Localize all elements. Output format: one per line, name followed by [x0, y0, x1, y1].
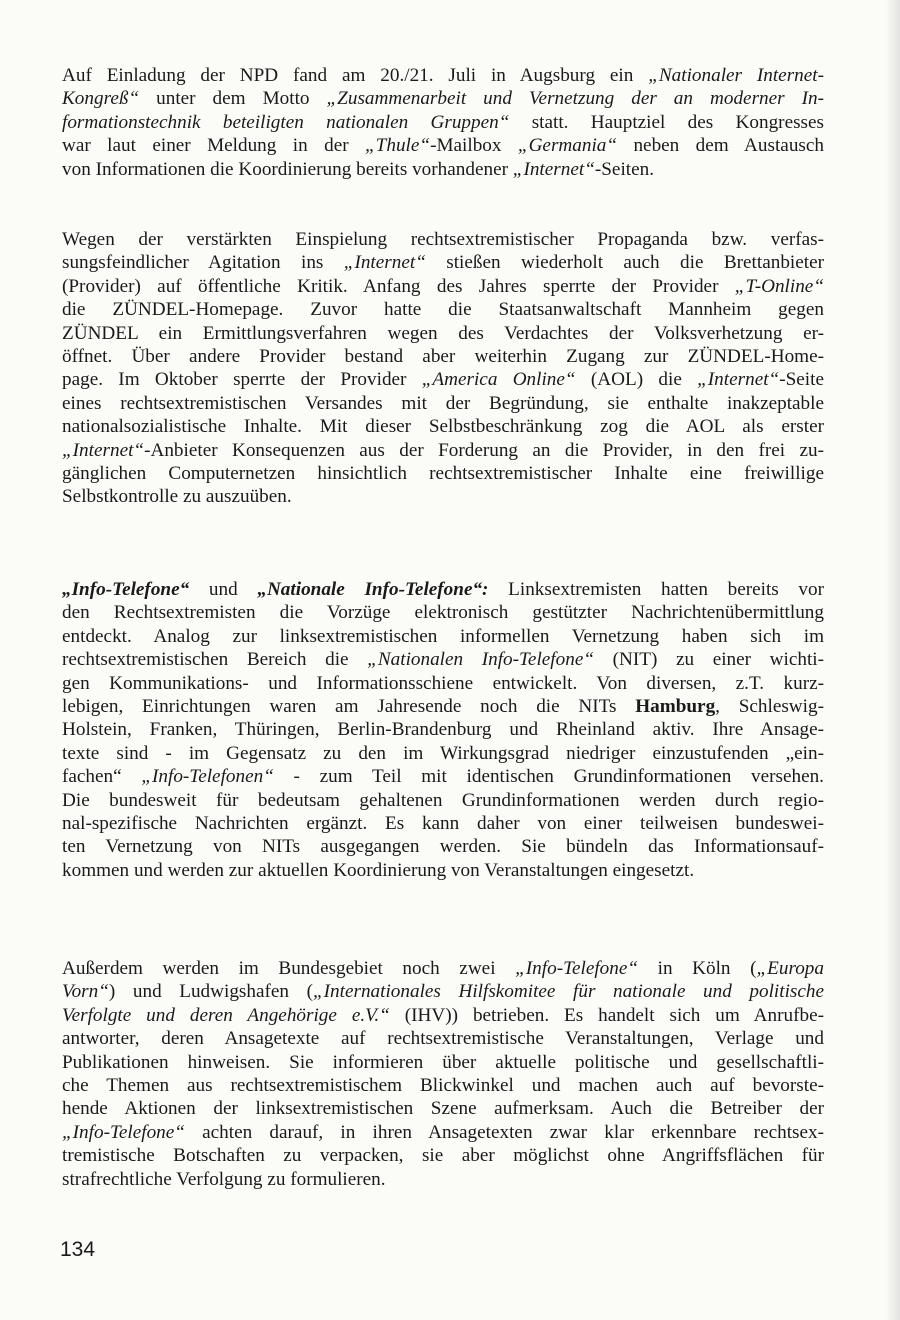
text-line: [62, 462, 824, 485]
text-run: „Internet“: [512, 158, 595, 180]
text-line: [62, 1097, 824, 1120]
text-line: [62, 1004, 824, 1027]
text-line: [62, 601, 824, 624]
text-run: Auf Einladung der NPD fand am 20./21. Juli in Augsburg ein: [62, 65, 649, 86]
text-run: -Anbieter Konsequenzen aus der Forderung an die Provider, in den frei zu-: [144, 439, 824, 461]
page-edge-shadow: [886, 0, 900, 1320]
text-run: Wegen der verstärkten Einspielung rechtsextremistischer Propaganda bzw. verfas-: [62, 229, 824, 250]
paragraph-npd-internet-congress: [62, 64, 824, 181]
text-run: lebigen, Einrichtungen waren am Jahresende noch die NITs: [62, 695, 636, 717]
text-run: Verfolgte und deren Angehörige e.V.“: [62, 1004, 390, 1026]
text-run: Holstein, Franken, Thüringen, Berlin-Brandenburg und Rheinland aktiv. Ihre Ansage-: [62, 719, 824, 741]
text-line: [62, 1027, 824, 1050]
text-run: achten darauf, in ihren Ansagetexten zwar klar erkennbare rechtsex-: [184, 1121, 824, 1143]
text-run: eines rechtsextremistischen Versandes mit der Begründung, sie enthalte inakzeptable: [62, 392, 824, 414]
text-run: „Thule“: [365, 135, 431, 157]
paragraph-provider-criticism: [62, 228, 824, 509]
text-line: [62, 485, 824, 508]
text-line: [62, 251, 824, 274]
text-line: [62, 980, 824, 1003]
text-run: „Nationalen Info-Telefone“: [367, 649, 595, 671]
text-run: entdeckt. Analog zur linksextremistischen informellen Vernetzung haben sich im: [62, 625, 824, 647]
text-line: [62, 1144, 824, 1167]
text-run: „Info-Telefone“: [62, 579, 190, 600]
text-run: „Europa: [756, 958, 824, 979]
text-line: [62, 439, 824, 462]
text-run: Linksextremisten hatten bereits vor: [488, 579, 825, 600]
text-line: [62, 625, 824, 648]
text-line: [62, 415, 824, 438]
text-run: nationalsozialistische Inhalte. Mit dieser Selbstbeschränkung zog die AOL als erster: [62, 416, 824, 438]
text-run: „Internet“: [62, 439, 145, 461]
text-line: [62, 648, 824, 671]
text-line: [62, 578, 824, 601]
text-run: ZÜNDEL ein Ermittlungsverfahren wegen des Verdachtes der Volksverhetzung er-: [62, 322, 824, 344]
text-run: Kongreß“: [62, 88, 140, 110]
text-run: -Seiten.: [594, 158, 655, 180]
paragraph-info-telefone: [62, 578, 824, 882]
text-line: [62, 322, 824, 345]
text-line: [62, 695, 824, 718]
text-run: antworter, deren Ansagetexte auf rechtsextremistische Veranstaltungen, Verlage und: [62, 1028, 824, 1050]
text-run: öffnet. Über andere Provider bestand aber weiterhin Zugang zur ZÜNDEL-Home-: [62, 345, 824, 367]
text-line: [62, 1051, 824, 1074]
text-line: [62, 392, 824, 415]
text-line: [62, 1121, 824, 1144]
text-run: neben dem Austausch: [617, 135, 824, 157]
text-run: texte sind - im Gegensatz zu den im Wirkungsgrad niedriger einzustufenden „ein-: [62, 742, 824, 764]
text-run: gänglichen Computernetzen hinsichtlich rechtsextremistischer Inhalte eine freiwillige: [62, 462, 824, 484]
text-run: „Zusammenarbeit und Vernetzung der an moderner In-: [326, 88, 824, 110]
text-run: von Informationen die Koordinierung bereits vorhandener: [62, 158, 513, 180]
text-run: „T-Online“: [734, 275, 824, 297]
text-line: [62, 957, 824, 980]
text-run: che Themen aus rechtsextremistischem Blickwinkel und machen auch auf bevorste-: [62, 1074, 824, 1096]
text-run: Vorn“: [62, 981, 109, 1003]
text-run: „Internet“: [343, 252, 426, 274]
text-line: [62, 812, 824, 835]
text-run: (AOL) die: [575, 369, 698, 391]
text-run: Hamburg: [635, 695, 716, 717]
text-line: [62, 298, 824, 321]
text-line: [62, 672, 824, 695]
text-run: „Internet“: [697, 369, 780, 391]
text-run: in Köln (: [638, 958, 757, 979]
text-run: „Internationales Hilfskomitee für nationale und politische: [312, 981, 825, 1003]
page-number: 134: [60, 1238, 96, 1261]
text-run: die ZÜNDEL-Homepage. Zuvor hatte die Staatsanwaltschaft Mannheim gegen: [62, 299, 824, 321]
text-run: , Schleswig-: [715, 695, 824, 717]
text-run: den Rechtsextremisten die Vorzüge elektronisch gestützter Nachrichtenübermittlung: [62, 602, 824, 624]
text-line: [62, 111, 824, 134]
text-run: (IHV)) betrieben. Es handelt sich um Anrufbe-: [389, 1004, 824, 1026]
text-run: page. Im Oktober sperrte der Provider: [62, 369, 422, 391]
text-run: nal-spezifische Nachrichten ergänzt. Es kann daher von einer teilweisen bundeswei-: [62, 812, 824, 834]
text-line: [62, 765, 824, 788]
text-run: sungsfeindlicher Agitation ins: [62, 252, 344, 274]
text-line: [62, 275, 824, 298]
text-run: Die bundesweit für bedeutsam gehaltenen Grundinformationen werden durch regio-: [62, 789, 824, 811]
text-run: -Seite: [779, 369, 824, 391]
text-line: [62, 718, 824, 741]
text-run: Außerdem werden im Bundesgebiet noch zwei: [62, 958, 516, 979]
text-run: (Provider) auf öffentliche Kritik. Anfang des Jahres sperrte der Provider: [62, 275, 735, 297]
text-run: gen Kommunikations- und Informationsschiene entwickelt. Von diversen, z.T. kurz-: [62, 672, 824, 694]
text-line: [62, 742, 824, 765]
text-line: [62, 158, 824, 181]
text-line: [62, 64, 824, 87]
text-run: und: [189, 579, 258, 600]
text-line: [62, 1074, 824, 1097]
text-run: - zum Teil mit identischen Grundinformationen versehen.: [273, 766, 824, 788]
text-line: [62, 87, 824, 110]
paragraph-additional-info-telefone: [62, 957, 824, 1191]
text-line: [62, 345, 824, 368]
text-run: stießen wiederholt auch die Brettanbieter: [425, 252, 824, 274]
text-line: [62, 368, 824, 391]
text-run: rechtsextremistischen Bereich die: [62, 649, 368, 671]
text-run: „Nationaler Internet-: [648, 65, 824, 86]
text-run: unter dem Motto: [139, 88, 327, 110]
text-run: fachen“: [62, 766, 142, 788]
text-run: (NIT) zu einer wichti-: [594, 649, 824, 671]
text-run: ) und Ludwigshafen (: [108, 981, 313, 1003]
text-run: „Germania“: [517, 135, 618, 157]
text-run: strafrechtliche Verfolgung zu formulieren.: [62, 1168, 386, 1190]
text-run: Publikationen hinweisen. Sie informieren über aktuelle politische und gesellschaftli-: [62, 1051, 824, 1073]
text-run: „Info-Telefone“: [515, 958, 639, 979]
text-run: „Nationale Info-Telefone“:: [257, 579, 489, 600]
text-run: „America Online“: [421, 369, 576, 391]
text-run: „Info-Telefone“: [62, 1121, 185, 1143]
text-line: [62, 1168, 824, 1191]
text-line: [62, 789, 824, 812]
text-line: [62, 835, 824, 858]
text-run: statt. Hauptziel des Kongresses: [509, 111, 824, 133]
text-run: war laut einer Meldung in der: [62, 135, 366, 157]
text-run: „Info-Telefonen“: [141, 766, 274, 788]
text-run: hende Aktionen der linksextremistischen Szene aufmerksam. Auch die Betreiber der: [62, 1098, 824, 1120]
text-run: kommen und werden zur aktuellen Koordinierung von Veranstaltungen eingesetzt.: [62, 859, 695, 881]
text-line: [62, 134, 824, 157]
text-run: Selbstkontrolle zu auszuüben.: [62, 486, 292, 508]
text-run: formationstechnik beteiligten nationalen Gruppen“: [62, 111, 510, 133]
text-line: [62, 859, 824, 882]
text-run: -Mailbox: [430, 135, 518, 157]
text-line: [62, 228, 824, 251]
text-run: ten Vernetzung von NITs ausgegangen werden. Sie bündeln das Informationsauf-: [62, 836, 824, 858]
text-run: tremistische Botschaften zu verpacken, sie aber möglichst ohne Angriffsflächen für: [62, 1145, 824, 1167]
